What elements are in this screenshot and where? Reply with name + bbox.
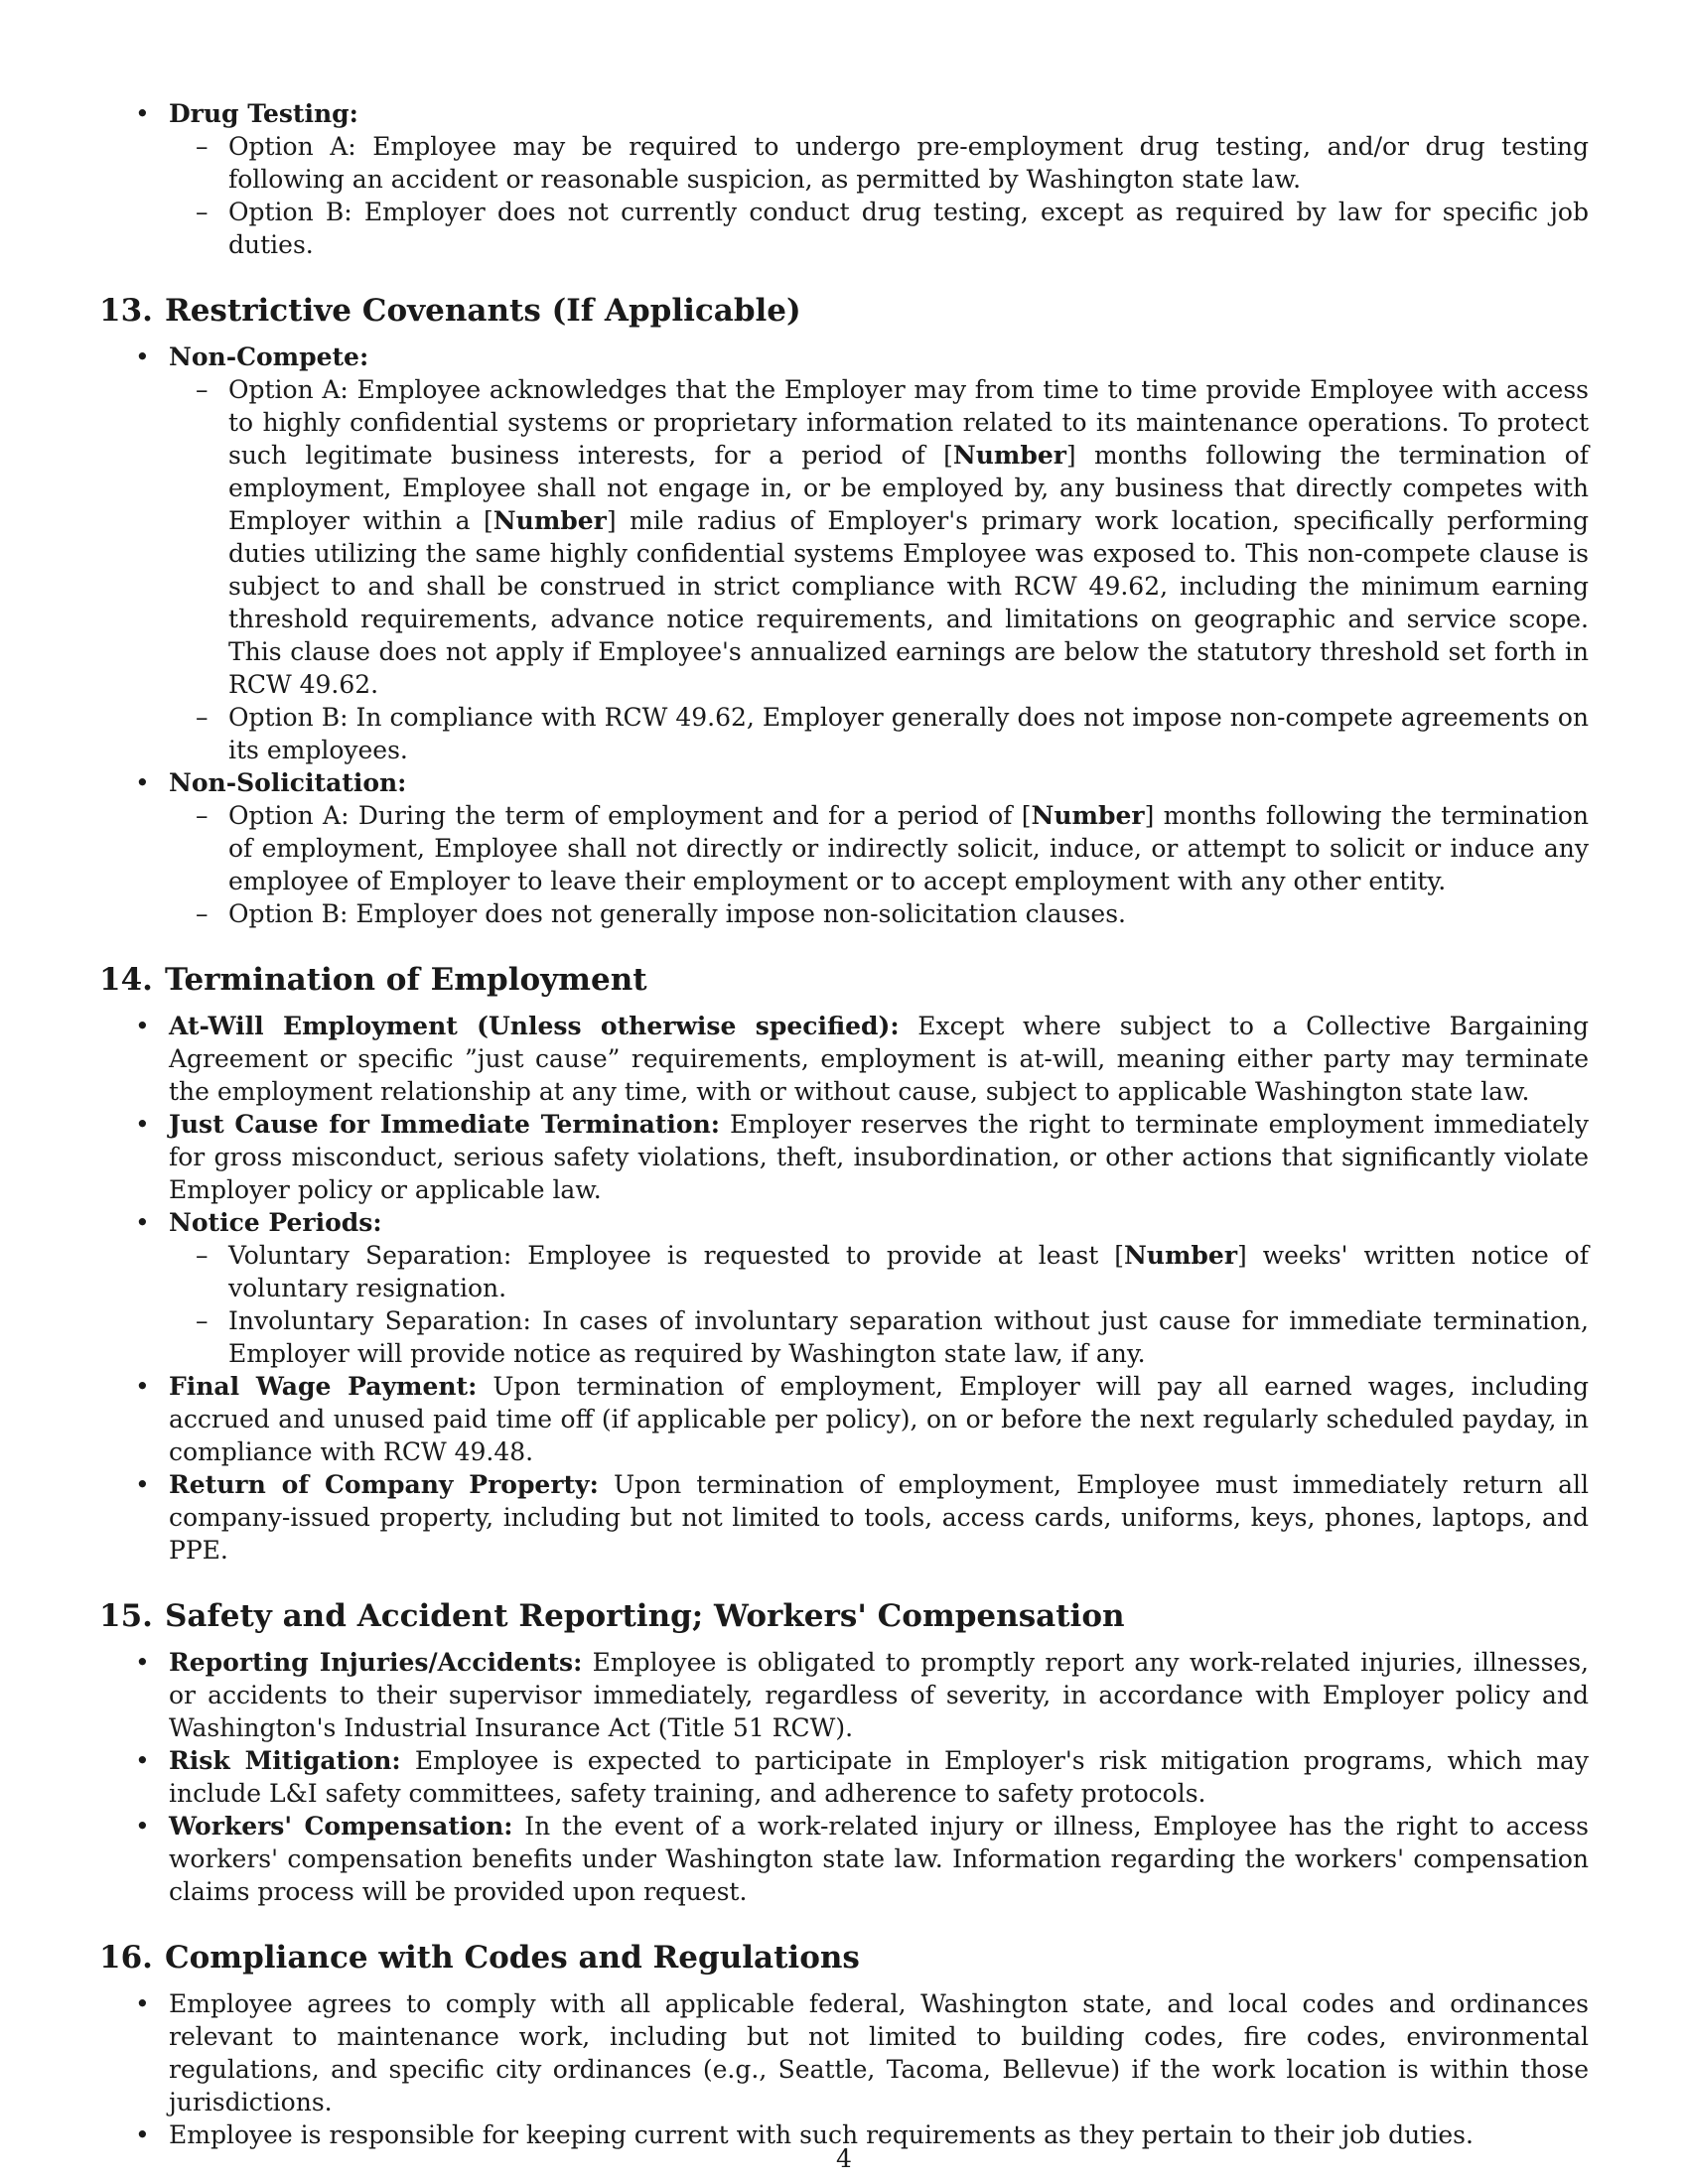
drug-testing-label: Drug Testing: xyxy=(169,99,358,128)
document-page xyxy=(99,97,1589,2151)
drug-testing-option-a: – Option A: Employee may be required to undergo pre-employment drug testing, and/or drug testing following an accident or reasonable suspicion, as permitted by Washington state law. xyxy=(169,130,1589,196)
section-15 xyxy=(99,1596,1589,1908)
section-13-list xyxy=(99,341,1589,930)
atwill-label: At-Will Employment (Unless otherwise specified): xyxy=(169,1012,900,1040)
workers-comp-item xyxy=(99,1810,1589,1908)
finalwage-label: Final Wage Payment: xyxy=(169,1372,478,1401)
voluntary-placeholder: Number xyxy=(1123,1241,1237,1270)
section-16 xyxy=(99,1938,1589,2151)
justcause-label: Just Cause for Immediate Termination: xyxy=(169,1110,720,1139)
section-16-list xyxy=(99,1987,1589,2151)
section-16-heading xyxy=(99,1938,1589,1978)
compliance-item-1: • Employee agrees to comply with all applicable federal, Washington state, and local codes and ordinances relevant to maintenance work, including but not limited to building codes, fire codes, environmental regulations, and specific city ordinances (e.g., Seattle, Tacoma, Bellevue) if the work location is within those jurisdictions. xyxy=(99,1987,1589,2118)
notice-options xyxy=(169,1239,1589,1370)
return-property-item xyxy=(99,1468,1589,1567)
return-property-text: Upon termination of employment, Employee must immediately return all company-issued property, including but not limited to tools, access cards, uniforms, keys, phones, laptops, and PPE. xyxy=(169,1470,1589,1565)
drug-testing-option-b: – Option B: Employer does not currently conduct drug testing, except as required by law for specific job duties. xyxy=(169,196,1589,261)
voluntary-text-2: ] weeks' written notice of voluntary resignation. xyxy=(228,1241,1589,1302)
section-13-number: 13. xyxy=(99,293,153,329)
reporting-item xyxy=(99,1646,1589,1744)
section-14-list xyxy=(99,1010,1589,1567)
notice-label: Notice Periods: xyxy=(169,1208,382,1237)
section-14-heading xyxy=(99,960,1589,1000)
section-14 xyxy=(99,960,1589,1567)
workers-comp-label: Workers' Compensation: xyxy=(169,1812,513,1841)
noncompete-a-text-3: ] mile radius of Employer's primary work location, specifically performing duties utilizing the same highly confidential systems Employee was exposed to. This non-compete clause is subject to and shall be construed in strict compliance with RCW 49.62, including the minimum earning threshold requirements, advance notice requirements, and limitations on geographic and service scope. This clause does not apply if Employee's annualized earnings are below the statutory threshold set forth in RCW 49.62. xyxy=(228,506,1590,699)
voluntary-text-1: Voluntary Separation: Employee is requested to provide at least [ xyxy=(228,1241,1124,1270)
risk-text: Employee is expected to participate in Employer's risk mitigation programs, which may include L&I safety committees, safety training, and adherence to safety protocols. xyxy=(169,1746,1589,1808)
section-15-heading xyxy=(99,1596,1589,1636)
nonsolicit-item xyxy=(99,766,1589,930)
nonsolicit-label: Non-Solicitation: xyxy=(169,768,407,797)
atwill-text: Except where subject to a Collective Bargaining Agreement or specific ”just cause” requirements, employment is at-will, meaning either party may terminate the employment relationship at any time, with or without cause, subject to applicable Washington state law. xyxy=(169,1012,1589,1106)
voluntary-separation xyxy=(169,1239,1589,1304)
page-number: 4 xyxy=(836,2144,852,2173)
drug-testing-item xyxy=(99,97,1589,261)
nonsolicit-a-placeholder: Number xyxy=(1031,801,1145,830)
return-property-label: Return of Company Property: xyxy=(169,1470,599,1499)
notice-item xyxy=(99,1206,1589,1370)
noncompete-a-text-2: ] months following the termination of employment, Employee shall not engage in, or be employed by, any business that directly competes with Employer within a [ xyxy=(228,441,1589,535)
noncompete-a-text-1: Option A: Employee acknowledges that the Employer may from time to time provide Employee with access to highly confidential systems or proprietary information related to its maintenance operations. To protect such legitimate business interests, for a period of [ xyxy=(228,375,1589,470)
involuntary-separation: – Involuntary Separation: In cases of involuntary separation without just cause for immediate termination, Employer will provide notice as required by Washington state law, if any. xyxy=(169,1304,1589,1370)
section-13 xyxy=(99,291,1589,930)
finalwage-item xyxy=(99,1370,1589,1468)
noncompete-options xyxy=(169,373,1589,766)
justcause-item xyxy=(99,1108,1589,1206)
atwill-item xyxy=(99,1010,1589,1108)
justcause-text: Employer reserves the right to terminate employment immediately for gross misconduct, serious safety violations, theft, insubordination, or other actions that significantly violate Employer policy or applicable law. xyxy=(169,1110,1589,1204)
risk-item xyxy=(99,1744,1589,1810)
finalwage-text: Upon termination of employment, Employer will pay all earned wages, including accrued and unused paid time off (if applicable per policy), on or before the next regularly scheduled payday, in compliance with RCW 49.48. xyxy=(169,1372,1589,1466)
noncompete-label: Non-Compete: xyxy=(169,342,369,371)
noncompete-a-placeholder-2: Number xyxy=(492,506,607,535)
reporting-text: Employee is obligated to promptly report any work-related injuries, illnesses, or accidents to their supervisor immediately, regardless of severity, in accordance with Employer policy and Washington's Industrial Insurance Act (Title 51 RCW). xyxy=(169,1648,1589,1742)
nonsolicit-options xyxy=(169,799,1589,930)
risk-label: Risk Mitigation: xyxy=(169,1746,401,1775)
section-13-title: Restrictive Covenants (If Applicable) xyxy=(164,293,801,329)
compliance-item-2: • Employee is responsible for keeping current with such requirements as they pertain to their job duties. xyxy=(99,2118,1589,2151)
noncompete-option-a xyxy=(169,373,1589,701)
section-16-number: 16. xyxy=(99,1940,153,1976)
nonsolicit-a-text-1: Option A: During the term of employment and for a period of [ xyxy=(228,801,1032,830)
section-16-title: Compliance with Codes and Regulations xyxy=(164,1940,860,1976)
section-13-heading xyxy=(99,291,1589,331)
nonsolicit-option-a xyxy=(169,799,1589,897)
noncompete-item xyxy=(99,341,1589,766)
section-15-list xyxy=(99,1646,1589,1908)
workers-comp-text: In the event of a work-related injury or illness, Employee has the right to access workers' compensation benefits under Washington state law. Information regarding the workers' compensation claims process will be provided upon request. xyxy=(169,1812,1589,1906)
noncompete-option-b: – Option B: In compliance with RCW 49.62, Employer generally does not impose non-compete agreements on its employees. xyxy=(169,701,1589,766)
drug-testing-options xyxy=(169,130,1589,261)
nonsolicit-option-b: – Option B: Employer does not generally impose non-solicitation clauses. xyxy=(169,897,1589,930)
section-15-title: Safety and Accident Reporting; Workers' Compensation xyxy=(164,1598,1125,1634)
drug-testing-list xyxy=(99,97,1589,261)
section-14-number: 14. xyxy=(99,962,153,998)
noncompete-a-placeholder-1: Number xyxy=(952,441,1066,470)
section-15-number: 15. xyxy=(99,1598,153,1634)
nonsolicit-a-text-2: ] months following the termination of employment, Employee shall not directly or indirectly solicit, induce, or attempt to solicit or induce any employee of Employer to leave their employment or to accept employment with any other entity. xyxy=(228,801,1590,895)
section-14-title: Termination of Employment xyxy=(164,962,647,998)
reporting-label: Reporting Injuries/Accidents: xyxy=(169,1648,583,1677)
